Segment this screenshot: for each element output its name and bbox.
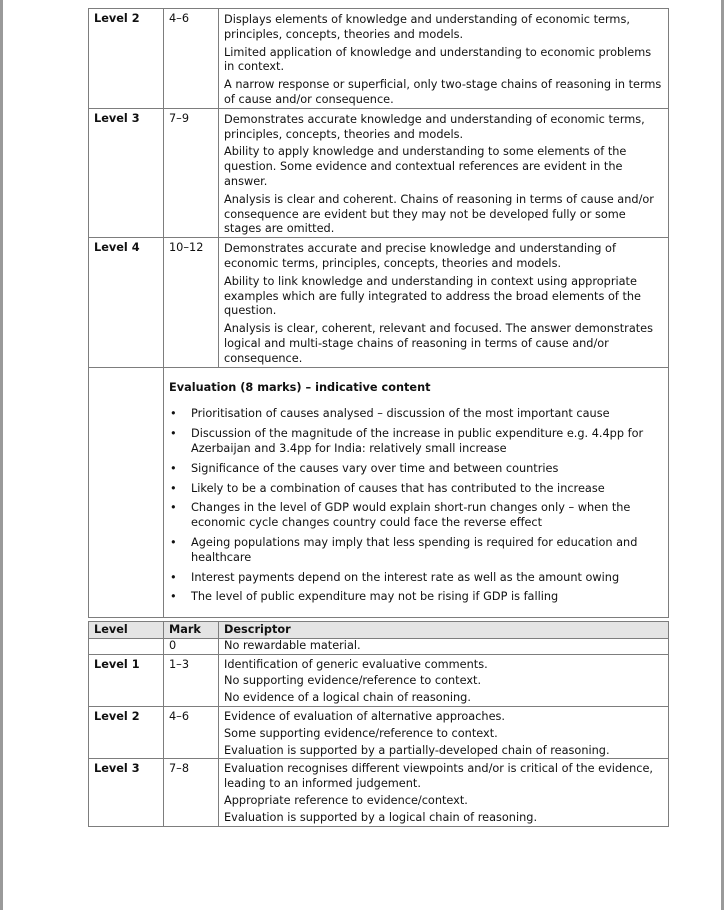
evaluation-content-cell bbox=[164, 367, 669, 618]
descriptor-text: Identification of generic evaluative comments. bbox=[224, 657, 488, 671]
descriptor-text: A narrow response or superficial, only two-stage chains of reasoning in terms of cause and/or consequence. bbox=[224, 78, 662, 106]
evaluation-heading: Evaluation (8 marks) – indicative content bbox=[169, 380, 431, 394]
descriptor-text: Limited application of knowledge and understanding to economic problems in context. bbox=[224, 45, 652, 74]
evaluation-levels-table bbox=[88, 621, 669, 827]
list-item bbox=[169, 462, 663, 477]
descriptor-text: Analysis is clear and coherent. Chains of reasoning in terms of cause and/or consequence are evident but they may not be developed fully or some stages are omitted. bbox=[224, 192, 654, 236]
list-item-text: Discussion of the magnitude of the increase in public expenditure e.g. 4.4pp for Azerbaijan and 3.4pp for India: relatively small increase bbox=[191, 427, 644, 455]
list-item-text: Likely to be a combination of causes that has contributed to the increase bbox=[191, 481, 605, 495]
list-item bbox=[169, 501, 663, 531]
list-item bbox=[169, 482, 663, 497]
column-header-level: Level bbox=[89, 622, 164, 639]
mark-scheme-page bbox=[88, 8, 668, 827]
list-item-text: Significance of the causes vary over time and between countries bbox=[191, 461, 559, 475]
descriptor-cell bbox=[219, 108, 669, 237]
list-item-text: Changes in the level of GDP would explain short-run changes only – when the economic cycle changes country could face the reverse effect bbox=[191, 501, 631, 530]
table-row bbox=[89, 759, 669, 826]
evaluation-content-row bbox=[89, 367, 669, 618]
table-header-row bbox=[89, 622, 669, 639]
mark-cell: 7–8 bbox=[164, 759, 219, 826]
descriptor-cell bbox=[219, 638, 669, 654]
list-item bbox=[169, 427, 663, 457]
level-cell: Level 4 bbox=[89, 238, 164, 367]
table-row bbox=[89, 238, 669, 367]
list-item bbox=[169, 590, 663, 605]
descriptor-text: No evidence of a logical chain of reasoning. bbox=[224, 691, 471, 705]
mark-cell: 4–6 bbox=[164, 707, 219, 759]
descriptor-text: Evaluation recognises different viewpoints and/or is critical of the evidence, leading to an informed judgement. bbox=[224, 762, 653, 791]
table-row bbox=[89, 108, 669, 237]
descriptor-text: Analysis is clear, coherent, relevant and focused. The answer demonstrates logical and multi-stage chains of reasoning in terms of cause and/or consequence. bbox=[224, 322, 654, 365]
level-cell: Level 1 bbox=[89, 654, 164, 706]
evaluation-points-list bbox=[169, 407, 663, 605]
list-item bbox=[169, 536, 663, 566]
descriptor-text: No rewardable material. bbox=[224, 638, 361, 652]
descriptor-text: Ability to apply knowledge and understanding to some elements of the question. Some evidence and contextual references are evident in the answer. bbox=[224, 145, 627, 188]
bullet-icon: • bbox=[170, 461, 177, 475]
analysis-levels-table bbox=[88, 8, 669, 618]
mark-cell: 0 bbox=[164, 638, 219, 654]
column-header-mark: Mark bbox=[164, 622, 219, 639]
mark-cell: 4–6 bbox=[164, 9, 219, 109]
mark-cell: 10–12 bbox=[164, 238, 219, 367]
list-item bbox=[169, 407, 663, 422]
page-edge-left bbox=[0, 0, 3, 910]
list-item-text: The level of public expenditure may not be rising if GDP is falling bbox=[191, 590, 559, 604]
descriptor-text: Demonstrates accurate and precise knowledge and understanding of economic terms, principles, concepts, theories and models. bbox=[224, 242, 616, 270]
bullet-icon: • bbox=[170, 570, 177, 584]
table-row bbox=[89, 654, 669, 706]
mark-cell: 1–3 bbox=[164, 654, 219, 706]
column-header-descriptor: Descriptor bbox=[219, 622, 669, 639]
table-row bbox=[89, 638, 669, 654]
list-item bbox=[169, 571, 663, 586]
bullet-icon: • bbox=[170, 590, 177, 604]
bullet-icon: • bbox=[170, 535, 177, 549]
descriptor-cell bbox=[219, 654, 669, 706]
descriptor-text: No supporting evidence/reference to context. bbox=[224, 674, 482, 688]
bullet-icon: • bbox=[170, 501, 177, 515]
level-cell bbox=[89, 638, 164, 654]
descriptor-cell bbox=[219, 9, 669, 109]
level-cell: Level 2 bbox=[89, 707, 164, 759]
table-row bbox=[89, 707, 669, 759]
descriptor-cell bbox=[219, 707, 669, 759]
descriptor-text: Evaluation is supported by a logical chain of reasoning. bbox=[224, 810, 538, 824]
bullet-icon: • bbox=[170, 407, 177, 421]
table-row bbox=[89, 9, 669, 109]
list-item-text: Prioritisation of causes analysed – discussion of the most important cause bbox=[191, 407, 610, 421]
descriptor-cell bbox=[219, 759, 669, 826]
level-cell: Level 3 bbox=[89, 108, 164, 237]
list-item-text: Ageing populations may imply that less spending is required for education and healthcare bbox=[191, 535, 638, 564]
descriptor-text: Appropriate reference to evidence/context. bbox=[224, 794, 468, 808]
bullet-icon: • bbox=[170, 427, 177, 441]
descriptor-text: Evaluation is supported by a partially-developed chain of reasoning. bbox=[224, 743, 610, 757]
list-item-text: Interest payments depend on the interest rate as well as the amount owing bbox=[191, 570, 620, 584]
descriptor-text: Evidence of evaluation of alternative approaches. bbox=[224, 710, 506, 724]
level-cell: Level 2 bbox=[89, 9, 164, 109]
empty-level-cell bbox=[89, 367, 164, 618]
descriptor-text: Ability to link knowledge and understanding in context using appropriate examples which are fully integrated to address the broad elements of the question. bbox=[224, 274, 641, 318]
descriptor-cell bbox=[219, 238, 669, 367]
level-cell: Level 3 bbox=[89, 759, 164, 826]
descriptor-text: Displays elements of knowledge and understanding of economic terms, principles, concepts, theories and models. bbox=[224, 13, 630, 41]
mark-cell: 7–9 bbox=[164, 108, 219, 237]
bullet-icon: • bbox=[170, 481, 177, 495]
descriptor-text: Demonstrates accurate knowledge and understanding of economic terms, principles, concepts, theories and models. bbox=[224, 112, 645, 141]
descriptor-text: Some supporting evidence/reference to context. bbox=[224, 726, 498, 740]
